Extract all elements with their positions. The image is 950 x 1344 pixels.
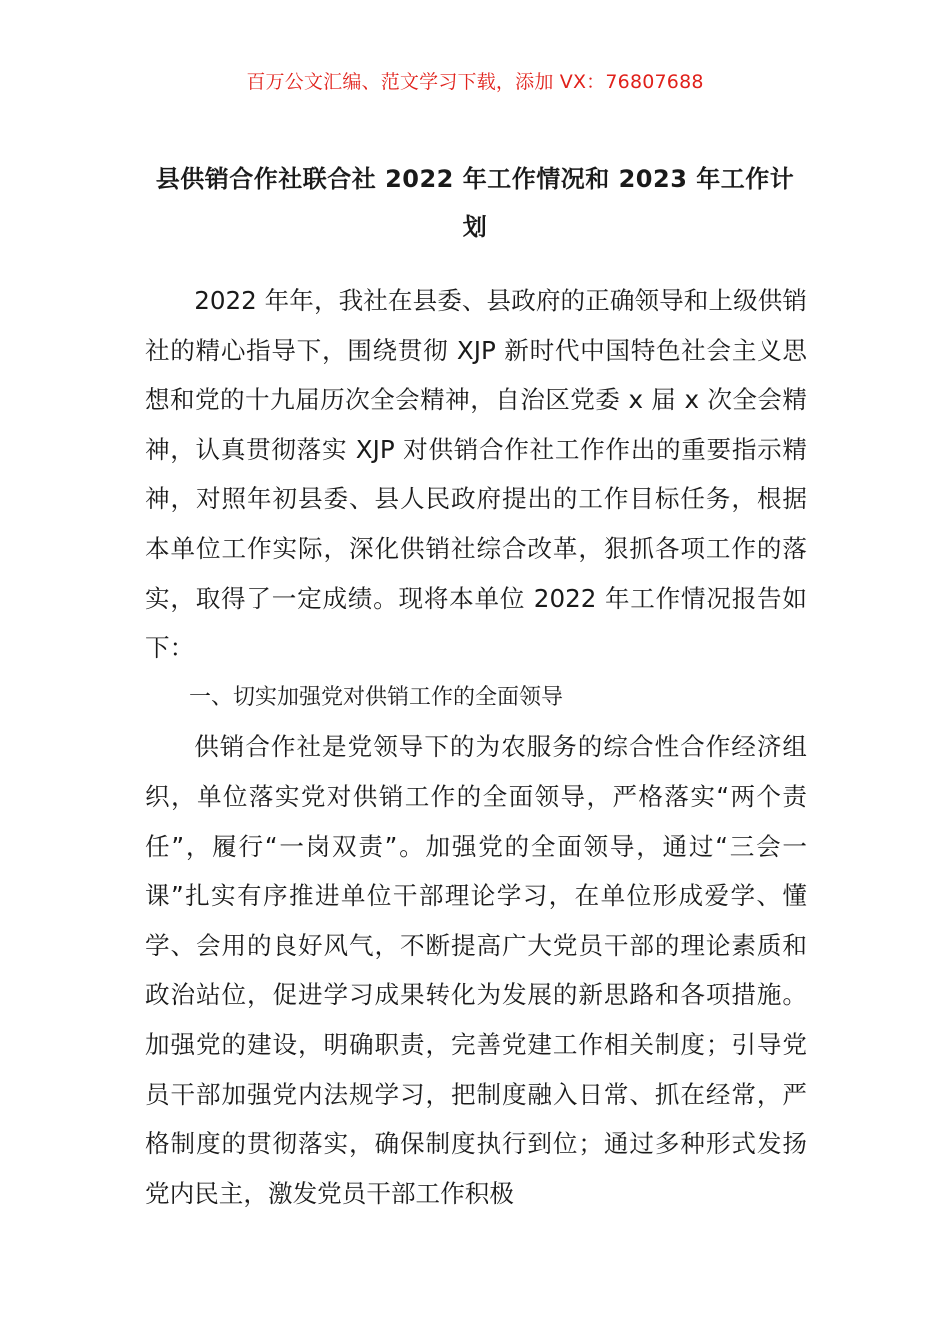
section-heading-1: 一、切实加强党对供销工作的全面领导 [189,684,564,710]
document-body [145,276,807,1218]
header-note: 百万公文汇编、范文学习下载，添加 VX：76807688 [246,71,704,93]
document-title: 县供销合作社联合社 2022 年工作情况和 2023 年工作计划 [155,165,795,241]
paragraph-section-1: 供销合作社是党领导下的为农服务的综合性合作经济组织，单位落实党对供销工作的全面领导，严格落实“两个责任”，履行“一岗双责”。加强党的全面领导，通过“三会一课”扎实有序推进单位干部理论学习，在单位形成爱学、懂学、会用的良好风气，不断提高广大党员干部的理论素质和政治站位，促进学习成果转化为发展的新思路和各项措施。加强党的建设，明确职责，完善党建工作相关制度；引导党员干部加强党内法规学习，把制度融入日常、抓在经常，严格制度的贯彻落实，确保制度执行到位；通过多种形式发扬党内民主，激发党员干部工作积极 [145,732,807,1208]
paragraph-intro: 2022 年年，我社在县委、县政府的正确领导和上级供销社的精心指导下，围绕贯彻 XJP 新时代中国特色社会主义思想和党的十九届历次全会精神，自治区党委 x 届 x 次全会精神，认真贯彻落实 XJP 对供销合作社工作作出的重要指示精神，对照年初县委、县人民政府提出的工作目标任务，根据本单位工作实际，深化供销社综合改革，狠抓各项工作的落实，取得了一定成绩。现将本单位 2022 年工作情况报告如下： [145,286,807,663]
